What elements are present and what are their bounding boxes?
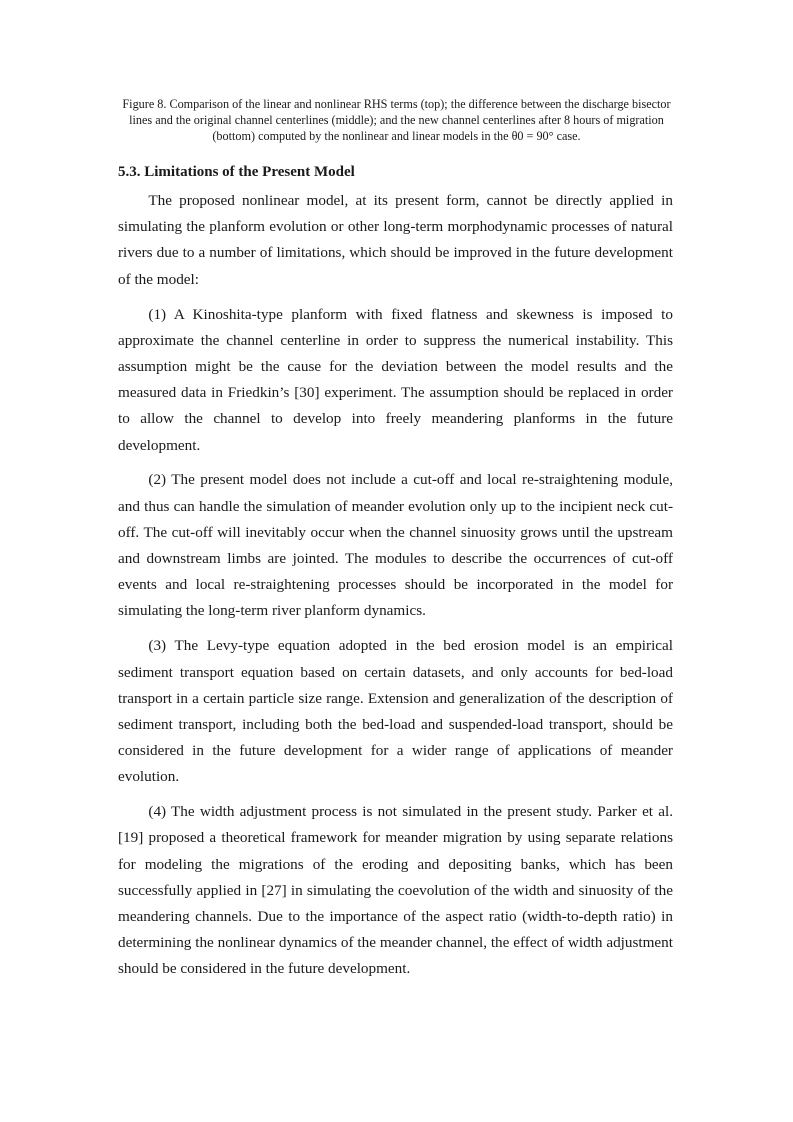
section-body: [118, 188, 673, 991]
paragraph-limitation-4: (4) The width adjustment process is not simulated in the present study. Parker et al. [19] proposed a theoretical framework for meander migration by using separate relations for modeling the migrations of the eroding and depositing banks, which has been successfully applied in [27] in simulating the coevolution of the width and sinuosity of the meandering channels. Due to the importance of the aspect ratio (width-to-depth ratio) in determining the nonlinear dynamics of the meander channel, the effect of width adjustment should be considered in the future development.: [118, 803, 673, 978]
paragraph-intro: The proposed nonlinear model, at its present form, cannot be directly applied in simulating the planform evolution or other long-term morphodynamic processes of natural rivers due to a number of limitations, which should be improved in the future development of the model:: [118, 192, 673, 288]
paragraph-limitation-2: (2) The present model does not include a cut-off and local re-straightening module, and thus can handle the simulation of meander evolution only up to the incipient neck cut-off. The cut-off will inevitably occur when the channel sinuosity grows until the upstream and downstream limbs are jointed. The modules to describe the occurrences of cut-off events and local re-straightening processes should be incorporated in the model for simulating the long-term river planform dynamics.: [118, 471, 673, 620]
paragraph-limitation-3: (3) The Levy-type equation adopted in the bed erosion model is an empirical sediment transport equation based on certain datasets, and only accounts for bed-load transport in a certain particle size range. Extension and generalization of the description of sediment transport, including both the bed-load and suspended-load transport, should be considered in the future development for a wider range of applications of meander evolution.: [118, 637, 673, 786]
paragraph-limitation-1: (1) A Kinoshita-type planform with fixed flatness and skewness is imposed to approximate the channel centerline in order to suppress the numerical instability. This assumption might be the cause for the deviation between the model results and the measured data in Friedkin’s [30] experiment. The assumption should be replaced in order to allow the channel to develop into freely meandering planforms in the future development.: [118, 305, 673, 454]
section-heading: 5.3. Limitations of the Present Model: [118, 164, 355, 180]
figure-caption: Figure 8. Comparison of the linear and nonlinear RHS terms (top); the difference between the discharge bisector lines and the original channel centerlines (middle); and the new channel centerlines after 8 hours of migration (bottom) computed by the nonlinear and linear models in the θ0 = 90° case.: [122, 97, 671, 143]
